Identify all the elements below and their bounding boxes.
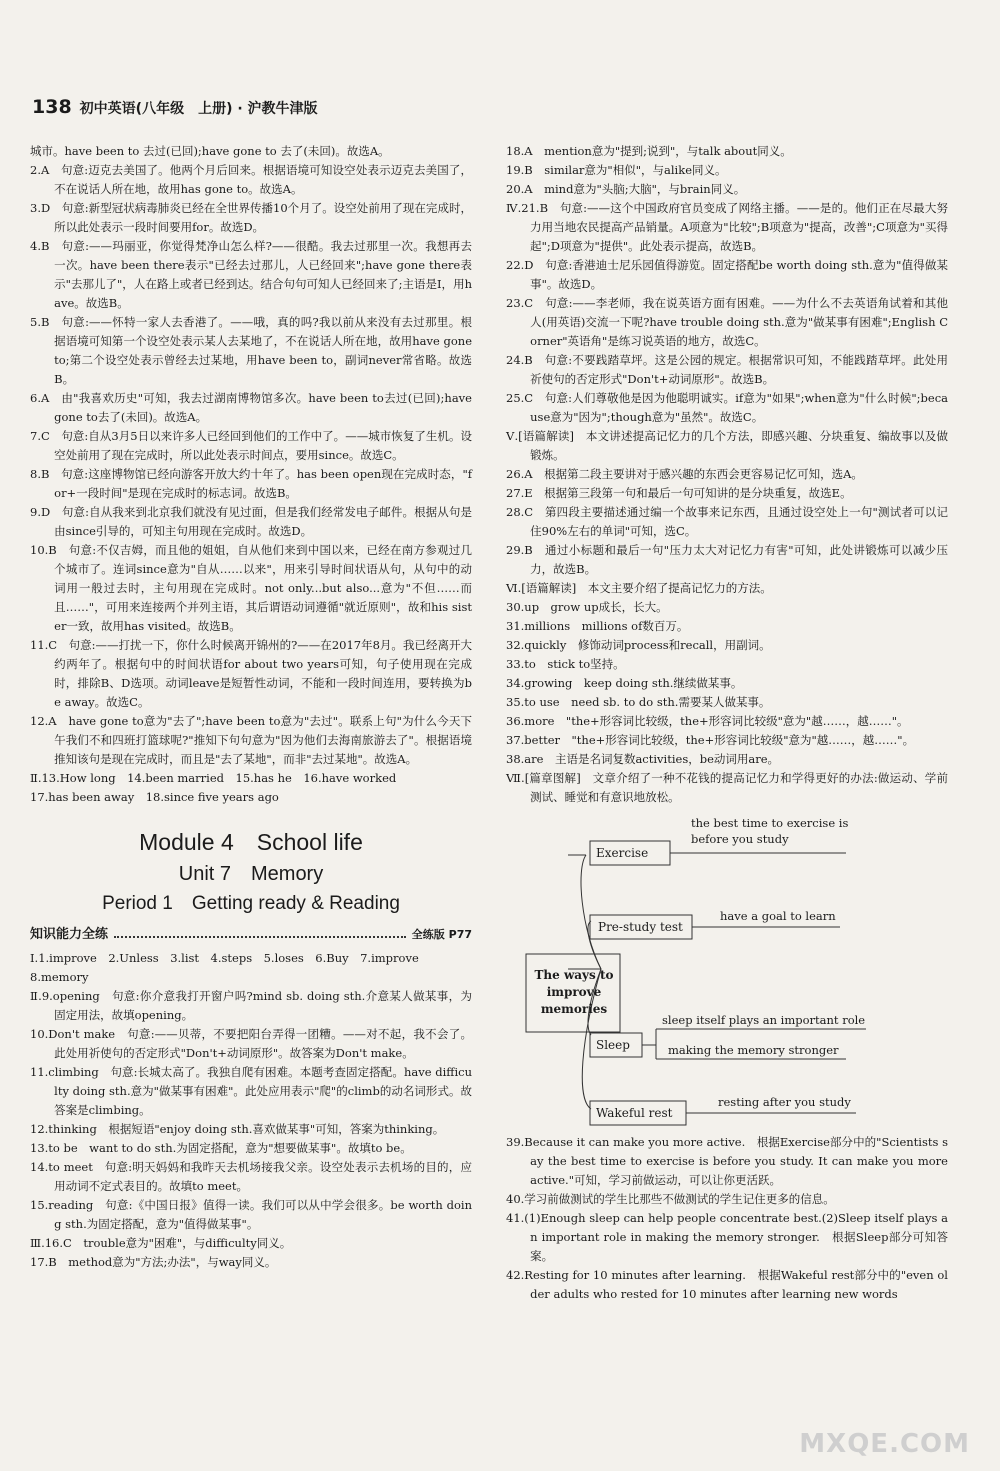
answer-paragraph: 10.Don't make 句意:——贝蒂，不要把阳台弄得一团糟。——对不起，我不会了。此处用祈使句的否定形式"Don't+动词原形"。故答案为Don't make。 — [30, 1027, 472, 1060]
mind-map-prestudy: Pre-study test — [598, 920, 683, 934]
answer-paragraph: 11.C 句意:——打扰一下，你什么时候离开锦州的?——在2017年8月。我已经离开大约两年了。根据句中的时间状语for about two years可知，句子使用现在完成时，排除B、D选项。动词leave是短暂性动词，不能和一段时间连用，要转换为be away。故选C。 — [30, 638, 472, 709]
answer-paragraph: 33.to stick to坚持。 — [506, 657, 625, 671]
left-column — [30, 142, 472, 1272]
answer-paragraph: 18.A mention意为"提到;说到"，与talk about同义。 — [506, 144, 792, 158]
section-dots — [114, 936, 406, 938]
mind-map — [506, 809, 948, 1129]
answer-paragraph: 34.growing keep doing sth.继续做某事。 — [506, 676, 743, 690]
right-column — [506, 142, 948, 1304]
module-heading — [30, 825, 472, 919]
answer-paragraph: 25.C 句意:人们尊敬他是因为他聪明诚实。if意为"如果";when意为"什么时候";because意为"因为";though意为"虽然"。故选C。 — [506, 391, 948, 424]
mind-map-center: The ways to improve memories — [534, 968, 614, 1016]
mind-map-exercise-note: the best time to exercise is before you study — [691, 816, 849, 846]
answer-paragraph: 11.climbing 句意:长城太高了。我独自爬有困难。本题考查固定搭配。have difficulty doing sth.意为"做某事有困难"。此处应用表示"爬"的climb的动名词形式。故答案是climbing。 — [30, 1065, 472, 1117]
answer-paragraph: Ⅵ.[语篇解读] 本文主要介绍了提高记忆力的方法。 — [506, 581, 772, 595]
answer-paragraph: 7.C 句意:自从3月5日以来许多人已经回到他们的工作中了。——城市恢复了生机。设空处前用了现在完成时，所以此处表示时间点，要用since。故选C。 — [30, 429, 472, 462]
answer-paragraph: 35.to use need sb. to do sth.需要某人做某事。 — [506, 695, 771, 709]
watermark: MXQE.COM — [799, 1429, 970, 1459]
answer-paragraph: 30.up grow up成长，长大。 — [506, 600, 668, 614]
answer-paragraph: 29.B 通过小标题和最后一句"压力太大对记忆力有害"可知，此处讲锻炼可以减少压力，故选B。 — [506, 543, 948, 576]
answer-paragraph: 20.A mind意为"头脑;大脑"，与brain同义。 — [506, 182, 746, 196]
answer-paragraph: 36.more "the+形容词比较级，the+形容词比较级"意为"越……，越……"。 — [506, 714, 909, 728]
answer-paragraph: 26.A 根据第二段主要讲对于感兴趣的东西会更容易记忆可知，选A。 — [506, 467, 863, 481]
answer-paragraph: 24.B 句意:不要践踏草坪。这是公园的规定。根据常识可知，不能践踏草坪。此处用祈使句的否定形式"Don't+动词原形"。故选B。 — [506, 353, 948, 386]
answer-paragraph: 9.D 句意:自从我来到北京我们就没有见过面，但是我们经常发电子邮件。根据从句是由since引导的，可知主句用现在完成时。故选D。 — [30, 505, 472, 538]
answer-paragraph: Ⅴ.[语篇解读] 本文讲述提高记忆力的几个方法，即感兴趣、分块重复、编故事以及做锻炼。 — [506, 429, 948, 462]
answer-paragraph: 32.quickly 修饰动词process和recall，用副词。 — [506, 638, 771, 652]
section-ref: 全练版 P77 — [411, 928, 472, 941]
answer-paragraph: 12.thinking 根据短语"enjoy doing sth.喜欢做某事"可知，答案为thinking。 — [30, 1122, 445, 1136]
answer-paragraph: 15.reading 句意:《中国日报》值得一读。我们可以从中学会很多。be worth doing sth.为固定搭配，意为"值得做某事"。 — [30, 1198, 472, 1231]
unit-title: Unit 7 Memory — [178, 863, 324, 885]
mind-map-wakeful: Wakeful rest — [596, 1106, 673, 1120]
page-number: 138 — [32, 96, 72, 118]
page-header — [32, 96, 318, 122]
answer-paragraph: Ⅰ.1.improve 2.Unless 3.list 4.steps 5.loses 6.Buy 7.improve — [30, 951, 419, 965]
module-title: Module 4 School life — [139, 829, 363, 855]
answer-paragraph: 27.E 根据第三段第一句和最后一句可知讲的是分块重复，故选E。 — [506, 486, 852, 500]
mind-map-sleep: Sleep — [596, 1038, 630, 1052]
mind-map-sleep-note-1: sleep itself plays an important role — [662, 1013, 866, 1027]
mind-map-wakeful-note: resting after you study — [718, 1095, 851, 1109]
answer-paragraph: 3.D 句意:新型冠状病毒肺炎已经在全世界传播10个月了。设空处前用了现在完成时，所以此处表示一段时间要用for。故选D。 — [30, 201, 472, 234]
answer-paragraph: 2.A 句意:迈克去美国了。他两个月后回来。根据语境可知设空处表示迈克去美国了，不在说话人所在地，故用has gone to。故选A。 — [30, 163, 472, 196]
answer-paragraph: Ⅲ.16.C trouble意为"困难"，与difficulty同义。 — [30, 1236, 292, 1250]
answer-paragraph: 14.to meet 句意:明天妈妈和我昨天去机场接我父亲。设空处表示去机场的目的，应用动词不定式表目的。故填to meet。 — [30, 1160, 472, 1193]
answer-paragraph: 6.A 由"我喜欢历史"可知，我去过湖南博物馆多次。have been to去过(已回);have gone to去了(未回)。故选A。 — [30, 391, 472, 424]
answer-paragraph: 4.B 句意:——玛丽亚，你觉得梵净山怎么样?——很酷。我去过那里一次。我想再去一次。have been there表示"已经去过那儿，人已经回来";have gone there表示"去那儿了"，人在路上或者已经到达。结合句句可知人已经回来了;主语是I，用have。故选B。 — [30, 239, 472, 310]
answer-paragraph: 12.A have gone to意为"去了";have been to意为"去过"。联系上句"为什么今天下午我们不和四班打篮球呢?"推知下句句意为"因为他们去海南旅游去了"。根据语境推知该句是现在完成时，而且是"去了某地"，而非"去过某地"。故选A。 — [30, 714, 472, 766]
answer-paragraph: 41.(1)Enough sleep can help people concentrate best.(2)Sleep itself plays an important role in making the memory stronger. 根据Sleep部分可知答案。 — [506, 1211, 948, 1263]
answer-paragraph: 10.B 句意:不仅吉姆，而且他的姐姐，自从他们来到中国以来，已经在南方参观过几个城市了。连词since意为"自从……以来"，用来引导时间状语从句，从句中的动词用一般过去时，主句用现在完成时。not only...but also...意为"不但……而且……"，可用来连接两个并列主语，其后谓语动词遵循"就近原则"，故和his sister一致，故用has visited。故选B。 — [30, 543, 472, 633]
book-title: 初中英语(八年级 上册) · 沪教牛津版 — [79, 101, 318, 117]
answer-paragraph: 28.C 第四段主要描述通过编一个故事来记东西，且通过设空处上一句"测试者可以记住90%左右的单词"可知，选C。 — [506, 505, 948, 538]
mind-map-exercise: Exercise — [596, 846, 649, 860]
answer-paragraph: 19.B similar意为"相似"，与alike同义。 — [506, 163, 727, 177]
period-title: Period 1 Getting ready & Reading — [102, 893, 400, 914]
answer-paragraph: 13.to be want to do sth.为固定搭配，意为"想要做某事"。故填to be。 — [30, 1141, 412, 1155]
answer-paragraph: 37.better "the+形容词比较级，the+形容词比较级"意为"越……，越……"。 — [506, 733, 915, 747]
answer-paragraph: 城市。have been to 去过(已回);have gone to 去了(未回)。故选A。 — [30, 144, 390, 158]
answer-paragraph: Ⅳ.21.B 句意:——这个中国政府官员变成了网络主播。——是的。他们正在尽最大努力用当地农民提高产品销量。A项意为"比较";B项意为"提高，改善";C项意为"买得起";D项意为"提供"。此处表示提高，故选B。 — [506, 201, 948, 253]
answer-paragraph: 40.学习前做测试的学生比那些不做测试的学生记住更多的信息。 — [506, 1192, 835, 1206]
answer-paragraph: 38.are 主语是名词复数activities，be动词用are。 — [506, 752, 780, 766]
section-label: 知识能力全练 — [30, 927, 109, 942]
mind-map-sleep-note-2: making the memory stronger — [668, 1043, 839, 1057]
answer-paragraph: 17.B method意为"方法;办法"，与way同义。 — [30, 1255, 277, 1269]
answer-paragraph: 23.C 句意:——李老师，我在说英语方面有困难。——为什么不去英语角试着和其他人(用英语)交流一下呢?have trouble doing sth.意为"做某事有困难";English Corner"英语角"是练习说英语的地方，故选C。 — [506, 296, 948, 348]
answer-paragraph: Ⅱ.13.How long 14.been married 15.has he 16.have worked — [30, 771, 397, 785]
answer-paragraph: 22.D 句意:香港迪士尼乐园值得游览。固定搭配be worth doing sth.意为"值得做某事"。故选D。 — [506, 258, 948, 291]
answer-paragraph: 8.B 句意:这座博物馆已经向游客开放大约十年了。has been open现在完成时态，"for+一段时间"是现在完成时的标志词。故选B。 — [30, 467, 472, 500]
answer-paragraph: Ⅶ.[篇章图解] 文章介绍了一种不花钱的提高记忆力和学得更好的办法:做运动、学前测试、睡觉和有意识地放松。 — [506, 771, 948, 804]
section-bar — [30, 923, 472, 947]
answer-paragraph: 17.has been away 18.since five years ago — [30, 790, 279, 804]
answer-paragraph: Ⅱ.9.opening 句意:你介意我打开窗户吗?mind sb. doing sth.介意某人做某事，为固定用法，故填opening。 — [30, 989, 472, 1022]
answer-paragraph: 8.memory — [30, 970, 89, 984]
mind-map-prestudy-note: have a goal to learn — [720, 909, 836, 923]
answer-paragraph: 39.Because it can make you more active. 根据Exercise部分中的"Scientists say the best time to exercise is before you study. It can make you more active."可知，学习前做运动，可以让你更活跃。 — [506, 1135, 948, 1187]
answer-paragraph: 5.B 句意:——怀特一家人去香港了。——哦，真的吗?我以前从来没有去过那里。根据语境可知第一个设空处表示某人去某地了，不在说话人所在地，故用have gone to;第二个设空处表示曾经去过某地，用have been to，副词never常省略。故选B。 — [30, 315, 472, 386]
answer-paragraph: 31.millions millions of数百万。 — [506, 619, 689, 633]
answer-paragraph: 42.Resting for 10 minutes after learning. 根据Wakeful rest部分中的"even older adults who rested for 10 minutes after learning new words — [506, 1268, 948, 1301]
